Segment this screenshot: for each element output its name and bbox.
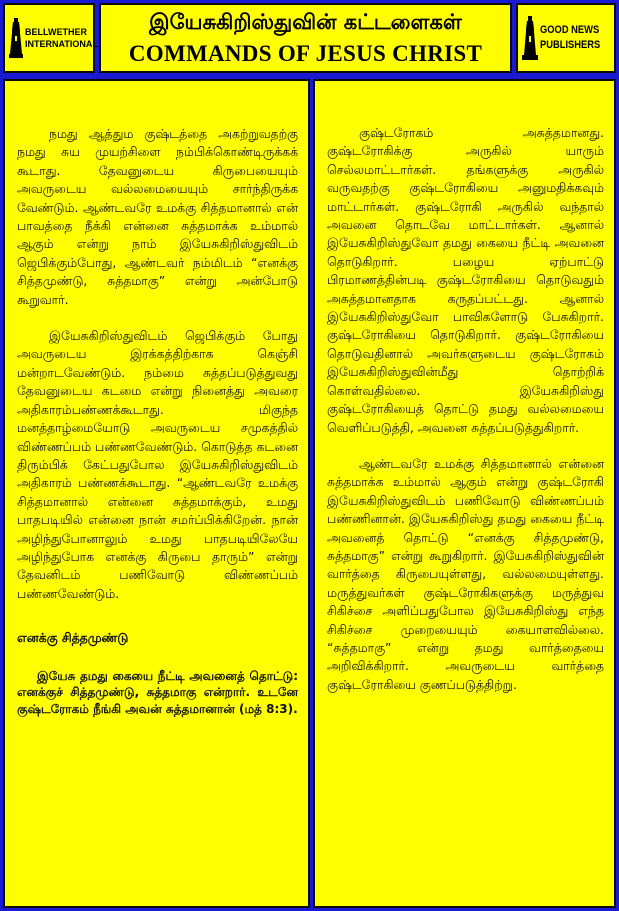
good-news-logo-line1: GOOD NEWS — [540, 24, 600, 36]
left-paragraph-2: இயேசுகிறிஸ்துவிடம் ஜெபிக்கும் போது அவருடைய இரக்கத்திற்காக கெஞ்சி மன்றாடவேண்டும். நம்மை சுத்தப்படுத்துவது தேவனுடைய கடமை என்று நினைத்து அவரை அதிகாரம்பண்ணக்கூடாது. மிகுந்த மனத்தாழ்மையோடு அவருடைய சமுகத்தில் விண்ணப்பம் பண்ணவேண்டும். கொடுத்த கடனை திரும்பிக் கேட்பதுபோல இயேசுகிறிஸ்துவிடம் அதிகாரம் பண்ணக்கூடாது. “ஆண்டவரே உமக்கு சித்தமானால் என்னை சுத்தமாக்கும், உமது பாதபடியில் என்னை நான் சமர்ப்பிக்கிறேன். நான் அழிந்துபோனாலும் உமது பாதபடியிலேயே அழிந்துபோக எனக்கு கிருபை தாரும்” என்று தேவனிடம் பணிவோடு விண்ணப்பம் பண்ணவேண்டும். — [17, 328, 298, 601]
bellwether-logo-line2: INTERNATIONAL — [25, 39, 98, 49]
good-news-logo — [516, 3, 616, 73]
right-column — [313, 79, 616, 908]
bellwether-logo-line1: BELLWETHER — [25, 27, 87, 37]
left-paragraph-1: நமது ஆத்தும குஷ்டத்தை அகற்றுவதற்கு நமது சுய முயற்சிளை நம்பிக்கொண்டிருக்கக் கூடாது. தேவனுடைய கிருபையையும் அவருடைய வல்லமையையும் சார்ந்திருக்க வேண்டும். ஆண்டவரே உமக்கு சித்தமானால் என் பாவத்தை நீக்கி என்னை சுத்தமாக்க உம்மால் ஆகும் என்று நாம் இயேசுகிறிஸ்துவிடம் ஜெபிக்கும்போது, ஆண்டவர் நம்மிடம் “எனக்கு சித்தமுண்டு, சுத்தமாகு” என்று அன்போடு கூறுவார். — [17, 126, 298, 307]
title-banner — [99, 3, 512, 73]
tower-icon — [522, 16, 538, 60]
left-column — [3, 79, 310, 908]
section-heading: எனக்கு சித்தமுண்டு — [17, 630, 129, 646]
bellwether-logo — [3, 3, 98, 73]
good-news-logo-line2: PUBLISHERS — [540, 39, 601, 51]
right-paragraph-2: ஆண்டவரே உமக்கு சித்தமானால் என்னை சுத்தமாக்க உம்மால் ஆகும் என்று குஷ்டரோகி இயேசுகிறிஸ்துவிடம் பணிவோடு விண்ணப்பம் பண்ணினான். இயேசுகிறிஸ்து தமது கையை நீட்டி அவனைத் தொட்டு “எனக்கு சித்தமுண்டு, சுத்தமாகு” என்று கூறுகிறார். இயேசுகிறிஸ்துவின் வார்த்தை கிருபையுள்ளது, வல்லமையுள்ளது. மருத்துவர்கள் குஷ்டரோகிகளுக்கு மருத்துவ சிகிச்சை அளிப்பதுபோல இயேசுகிறிஸ்து எந்த சிகிச்சை முறையையும் கையாளவில்லை. “சுத்தமாகு” என்று தமது வார்த்தையை அறிவிக்கிறார். அவருடைய வார்த்தை குஷ்டரோகியை குணப்படுத்திற்று. — [327, 455, 604, 692]
title-english: COMMANDS OF JESUS CHRIST — [128, 41, 483, 66]
scripture-verse: இயேசு தமது கையை நீட்டி அவனைத் தொட்டு: எனக்குச் சித்தமுண்டு, சுத்தமாகு என்றார். உடனே குஷ்டரோகம் நீங்கி அவன் சுத்தமானான் (மத் 8:3). — [17, 668, 298, 716]
right-paragraph-1: குஷ்டரோகம் அசுத்தமானது. குஷ்டரோகிக்கு அருகில் யாரும் செல்லமாட்டார்கள். தங்களுக்கு அருகில் வருவதற்கு குஷ்டரோகியை அனுமதிக்கவும் மாட்டார்கள். குஷ்டரோகி அருகில் வந்தால் அவனை தொடவே மாட்டார்கள். ஆனால் இயேசுகிறிஸ்துவோ தமது கையை நீட்டி அவனை தொடுகிறார். பழைய ஏற்பாட்டு பிரமாணத்தின்படி குஷ்டரோகியை தொடுவதும் அசுத்தமானதாக கருதப்பட்டது. ஆனால் இயேசுகிறிஸ்துவோ பாவிகளோடு பேசுகிறார். குஷ்டரோகியை தொடுகிறார். குஷ்டரோகியை தொடுவதினால் அவர்களுடைய குஷ்டரோகம் இயேசுகிறிஸ்துவின்மீது தொற்றிக் கொள்வதில்லை. இயேசுகிறிஸ்து குஷ்டரோகியைத் தொட்டு தமது வல்லமையை வெளிப்படுத்தி, அவனை சுத்தப்படுத்துகிறார். — [327, 125, 604, 435]
title-tamil: இயேசுகிறிஸ்துவின் கட்டளைகள் — [149, 10, 462, 34]
tower-icon — [9, 18, 23, 58]
